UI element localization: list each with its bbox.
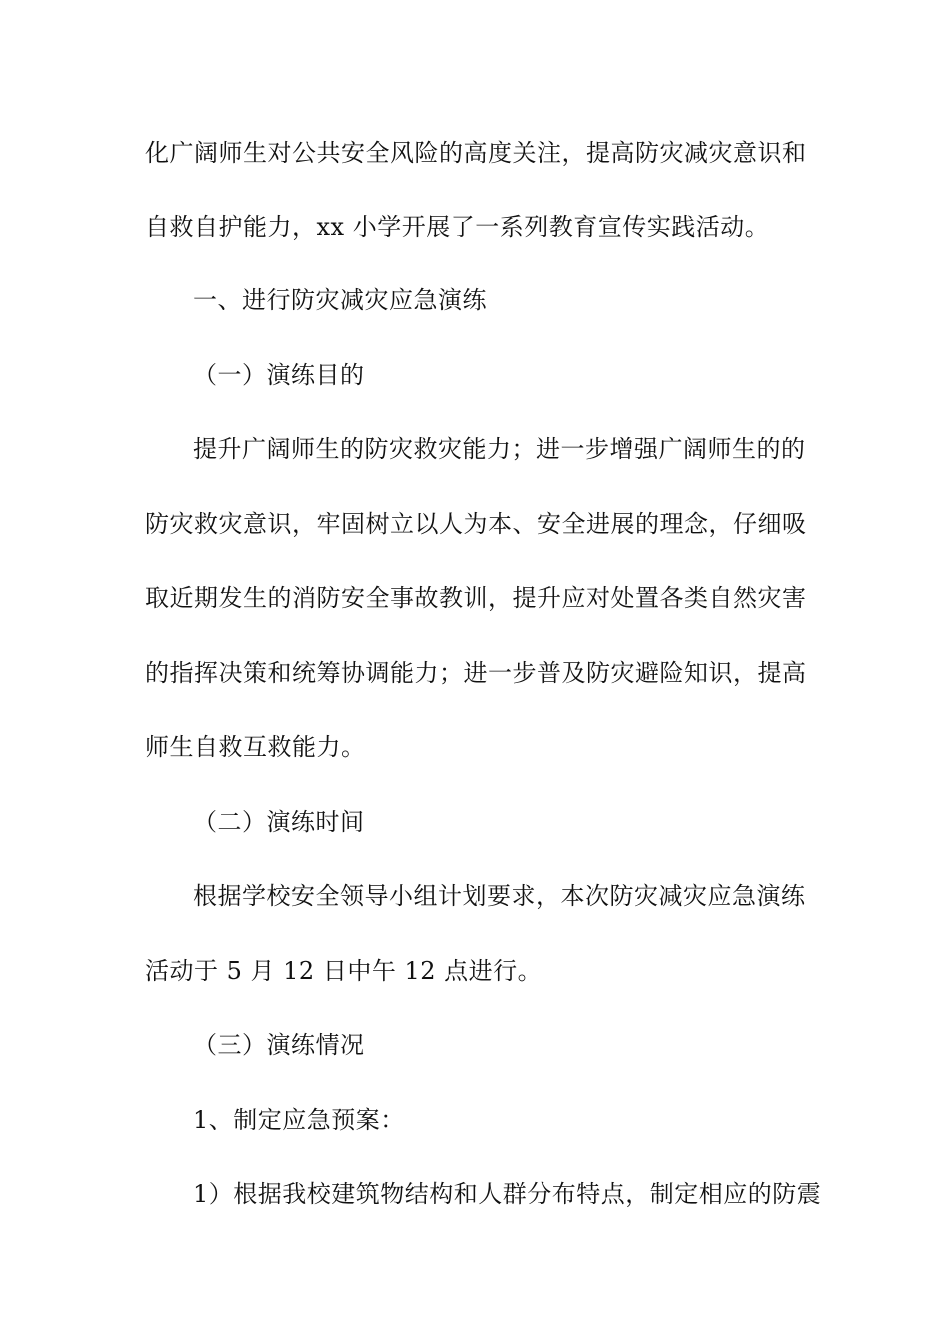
paragraph-line-5: 取近期发生的消防安全事故教训，提升应对处置各类自然灾害 (145, 584, 807, 612)
paragraph-line-1: 化广阔师生对公共安全风险的高度关注，提高防灾减灾意识和 (145, 139, 807, 167)
paragraph-line-6: 的指挥决策和统筹协调能力；进一步普及防灾避险知识，提高 (145, 659, 807, 687)
subsection-heading-1: （一）演练目的 (193, 361, 365, 389)
paragraph-line-10: 1）根据我校建筑物结构和人群分布特点，制定相应的防震 (193, 1180, 822, 1208)
list-item-heading: 1、制定应急预案： (193, 1106, 405, 1134)
subsection-heading-3: （三）演练情况 (193, 1031, 365, 1059)
paragraph-line-4: 防灾救灾意识，牢固树立以人为本、安全进展的理念，仔细吸 (145, 510, 807, 538)
paragraph-line-7: 师生自救互救能力。 (145, 733, 366, 761)
section-heading-1: 一、进行防灾减灾应急演练 (193, 286, 487, 314)
subsection-heading-2: （二）演练时间 (193, 808, 365, 836)
paragraph-line-8: 根据学校安全领导小组计划要求，本次防灾减灾应急演练 (193, 882, 806, 910)
paragraph-line-3: 提升广阔师生的防灾救灾能力；进一步增强广阔师生的的 (193, 435, 806, 463)
paragraph-line-2: 自救自护能力，xx 小学开展了一系列教育宣传实践活动。 (145, 213, 770, 241)
paragraph-line-9: 活动于 5 月 12 日中午 12 点进行。 (145, 957, 543, 985)
